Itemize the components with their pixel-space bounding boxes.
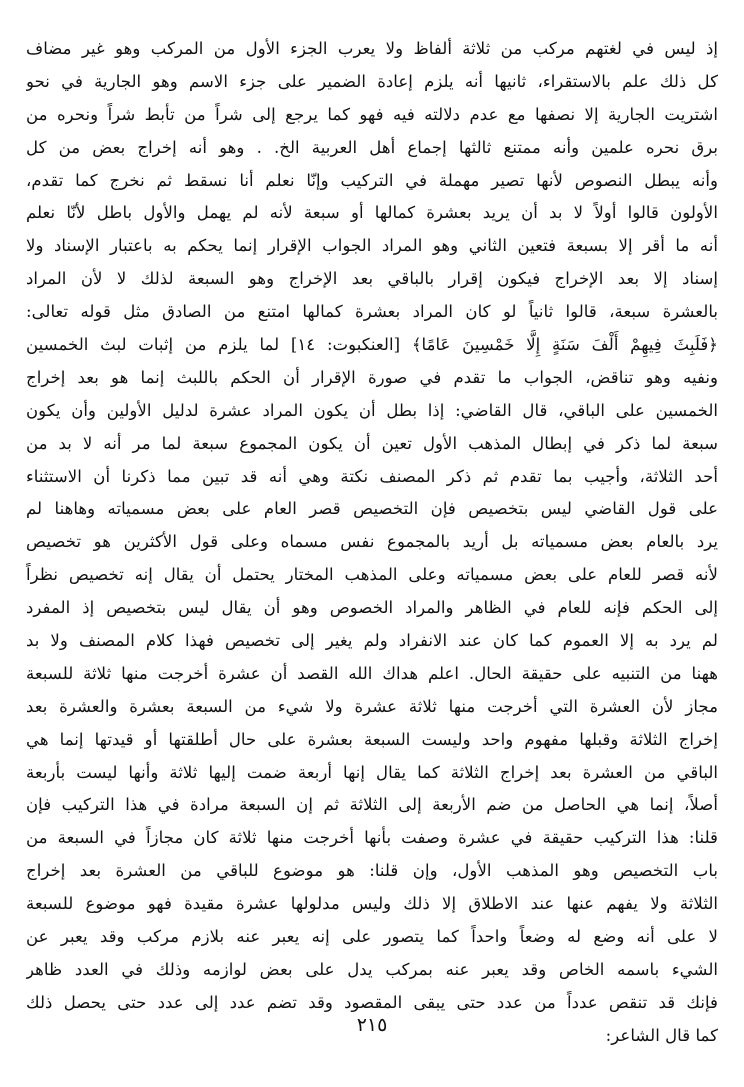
text-line: أحد الثلاثة، وأجيب بما تقدم ثم ذكر المصنف نكتة وهي أنه قد تبين مما ذكرنا أن الاستثناء [26, 466, 718, 486]
text-line: لا على أنه وضع له وضعاً واحداً كما يتصور على إنه يعبر عنه بلازم مركب وقد يعبر عن [26, 927, 718, 947]
text-line: الخمسين على الباقي، قال القاضي: إذا بطل أن يكون المراد عشرة لدليل الأولين وأن يكون [26, 400, 718, 420]
text-line: بالعشرة سبعة، قالوا ثانياً لو كان المراد بعشرة كمالها امتنع من الصادق مثل قوله تعالى: [26, 302, 718, 322]
text-line: اشتريت الجارية إلا نصفها مع عدم دلالته فيه فهو كما يرجع إلى شراً من تأبط شراً ونحره من [26, 104, 718, 124]
text-line: أصلاً، إنما هي الحاصل من ضم الأربعة إلى الثلاثة ثم إن السبعة مرادة في هذا التركيب فإن [26, 795, 718, 815]
text-line: الثلاثة ولا يفهم عنها عند الاطلاق إلا ذلك وليس مدلولها عشرة مقيدة فهو موضوع للسبعة [26, 894, 718, 914]
text-line: إخراج الثلاثة وقبلها مفهوم واحد وليست السبعة بعشرة على حال أطلقتها أو قيدتها إنما هي [26, 729, 718, 749]
text-line: قلنا: هذا التركيب حقيقة في عشرة وصفت بأنها أخرجت منها ثلاثة كان مجازاً في السبعة من [26, 828, 718, 848]
text-line: يرد بالعام بعض مسمياته بل أريد بالمجموع نفس مسماه وعلى قول الأكثرين هو تخصيص [26, 532, 718, 552]
text-line: الباقي من العشرة بعد إخراج الثلاثة كما يقال إنها أربعة ضمت إليها ثلاثة وأنها ليست بأربعة [26, 762, 718, 782]
text-line: لم يرد به إلا العموم كما كان عند الانفراد ولم يغير إلى تخصيص فهذا كلام المصنف ولا بد [26, 631, 718, 651]
text-line: على قول القاضي ليس بتخصيص فإن التخصيص قصر العام على بعض مسمياته وهاهنا لم [26, 499, 718, 519]
text-line: إسناد إلا بعد الإخراج فيكون إقرار بالباقي بعد الإخراج وهو السبعة لذلك لا لأن المراد [26, 269, 718, 289]
page-number: ٢١٥ [356, 1014, 388, 1036]
text-line: إذ ليس في لغتهم مركب من ثلاثة ألفاظ ولا يعرب الجزء الأول من المركب وهو غير مضاف [26, 39, 718, 58]
text-line: ونفيه وهو تناقض، الجواب ما تقدم في صورة الإقرار أن الحكم باللبث إنما هو بعد إخراج [26, 367, 718, 387]
text-line: كما قال الشاعر: [605, 1025, 718, 1045]
text-line: باب التخصيص وهو المذهب الأول، وإن قلنا: هو موضوع للباقي من العشرة بعد إخراج [26, 861, 718, 881]
text-line: كل ذلك علم بالاستقراء، ثانيها أنه يلزم إعادة الضمير على جزء الاسم وهو الجارية في نحو [26, 71, 718, 91]
text-line: الأولون قالوا أولاً لا بد أن يريد بعشرة كمالها أو سبعة لأنه لم يهمل والأول باطل لأنّا نعلم [26, 203, 718, 223]
text-line: الشيء باسمه الخاص وقد يعبر عنه بمركب يدل على بعض لوازمه وذلك في العدد ظاهر [26, 959, 718, 979]
text-line: لأنه قصر للعام على بعض مسمياته وعلى المذهب المختار يحتمل أن يقال إنه تخصيص نظراً [26, 565, 718, 585]
text-line: فإنك قد تنقص عدداً من عدد حتى يبقى المقصود وقد تضم عدد إلى عدد حتى يحصل ذلك [26, 992, 718, 1012]
text-line: وأنه يبطل النصوص لأنها تصير مهملة في التركيب وإنّا نعلم أنا نسقط ثم نخرج كما تقدم، [26, 170, 718, 190]
text-line: برق نحره علمين وأنه ممتنع ثالثها إجماع أهل العربية الخ. . وهو أنه إخراج بعض من كل [26, 137, 718, 157]
text-line: أنه ما أقر إلا بسبعة فتعين الثاني وهو المراد الجواب الإقرار إنما يحكم به باعتبار الإسناد ولا [26, 236, 718, 256]
page-body [26, 33, 718, 1053]
quran-verse-line: ﴿فَلَبِثَ فِيهِمْ أَلْفَ سَنَةٍ إِلَّا خَمْسِينَ عَامًا﴾ [العنكبوت: ١٤] لما يلزم من إثبات لبث الخمسين [26, 335, 718, 355]
text-line: مجاز لأن العشرة التي أخرجت منها ثلاثة عشرة ولا شيء من السبعة بعشرة والعشرة بعد [26, 696, 718, 716]
text-line: إلى الحكم فإنه للعام في الظاهر والمراد الخصوص وهو أن يقال ليس بتخصيص إذ المفرد [26, 598, 718, 618]
text-line: سبعة لما ذكر في إبطال المذهب الأول تعين أن يكون المجموع سبعة لما مر أنه لا بد من [26, 433, 718, 453]
text-line: ههنا من التنبيه على حقيقة الحال. اعلم هداك الله القصد أن عشرة أخرجت منها ثلاثة للسبعة [26, 663, 718, 683]
